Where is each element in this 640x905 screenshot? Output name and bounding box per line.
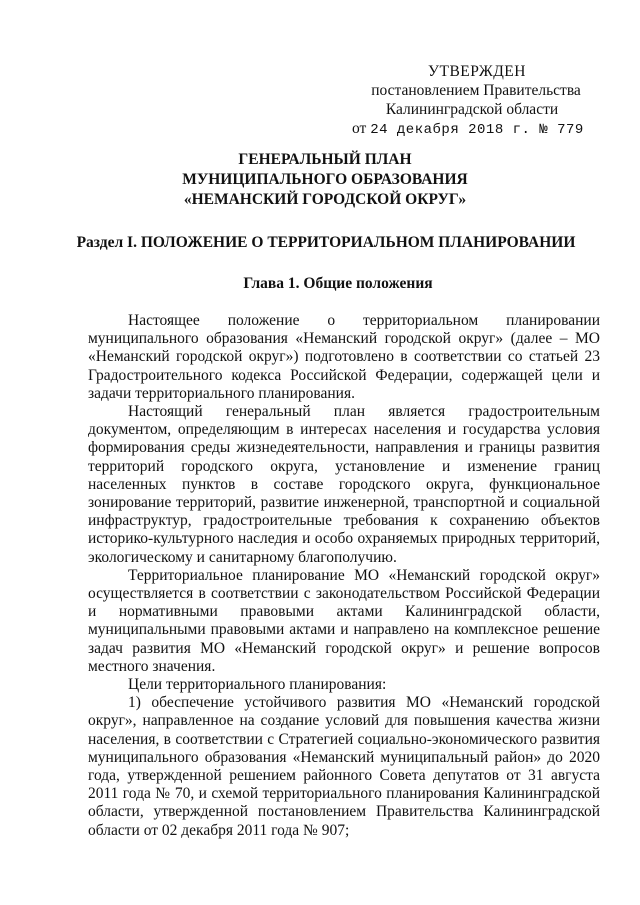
title-line-2: МУНИЦИПАЛЬНОГО ОБРАЗОВАНИЯ: [182, 171, 468, 188]
approved-by-line: постановлением Правительства: [371, 82, 581, 99]
approval-date-line: [352, 119, 592, 140]
paragraph-2: Настоящий генеральный план является градостроительным документом, определяющим в интересах населения и государства условия формирования среды жизнедеятельности, направления и границы развития территорий городского округа, установление и изменение границ населенных пунктов в составе городского округа, функциональное зонирование территорий, развитие инженерной, транспортной и социальной инфраструктур, градостроительные требования к сохранению объектов историко-культурного наследия и особо охраняемых природных территорий, экологическому и санитарному благополучию.: [88, 403, 600, 566]
paragraph-1: Настоящее положение о территориальном планировании муниципального образования «Неманский городской округ» (далее – МО «Неманский городской округ») подготовлено в соответствии со статьей 23 Градостроительного кодекса Российской Федерации, содержащей цели и задачи территориального планирования.: [88, 312, 600, 402]
paragraph-3: Территориальное планирование МО «Неманский городской округ» осуществляется в соответствии с законодательством Российской Федерации и нормативными правовыми актами Калининградской области, муниципальными правовыми актами и направлено на комплексное решение задач развития МО «Неманский городской округ» и решение вопросов местного значения.: [88, 566, 600, 675]
approved-region-line: Калининградской области: [385, 101, 559, 118]
approved-label: УТВЕРЖДЕН: [428, 63, 526, 80]
date-prefix: от: [352, 120, 367, 137]
section-heading: Раздел I. ПОЛОЖЕНИЕ О ТЕРРИТОРИАЛЬНОМ ПЛАНИРОВАНИИ: [76, 234, 576, 251]
paragraph-5: 1) обеспечение устойчивого развития МО «Неманский городской округ», направленное на создание условий для повышения качества жизни населения, в соответствии с Стратегией социально-экономического развития муниципального образования «Неманский муниципальный район» до 2020 года, утвержденной решением районного Совета депутатов от 31 августа 2011 года № 70, и схемой территориального планирования Калининградской области, утвержденной постановлением Правительства Калининградской области от 02 декабря 2011 года № 907;: [88, 694, 600, 839]
document-body: [88, 312, 600, 840]
paragraph-4: Цели территориального планирования:: [128, 676, 387, 694]
title-line-1: ГЕНЕРАЛЬНЫЙ ПЛАН: [238, 151, 412, 168]
document-title: [0, 150, 640, 210]
date-value: 24 декабря 2018 г. № 779: [370, 122, 584, 138]
approval-stamp: [352, 62, 592, 140]
chapter-heading: Глава 1. Общие положения: [243, 275, 433, 292]
title-line-3: «НЕМАНСКИЙ ГОРОДСКОЙ ОКРУГ»: [183, 191, 467, 208]
